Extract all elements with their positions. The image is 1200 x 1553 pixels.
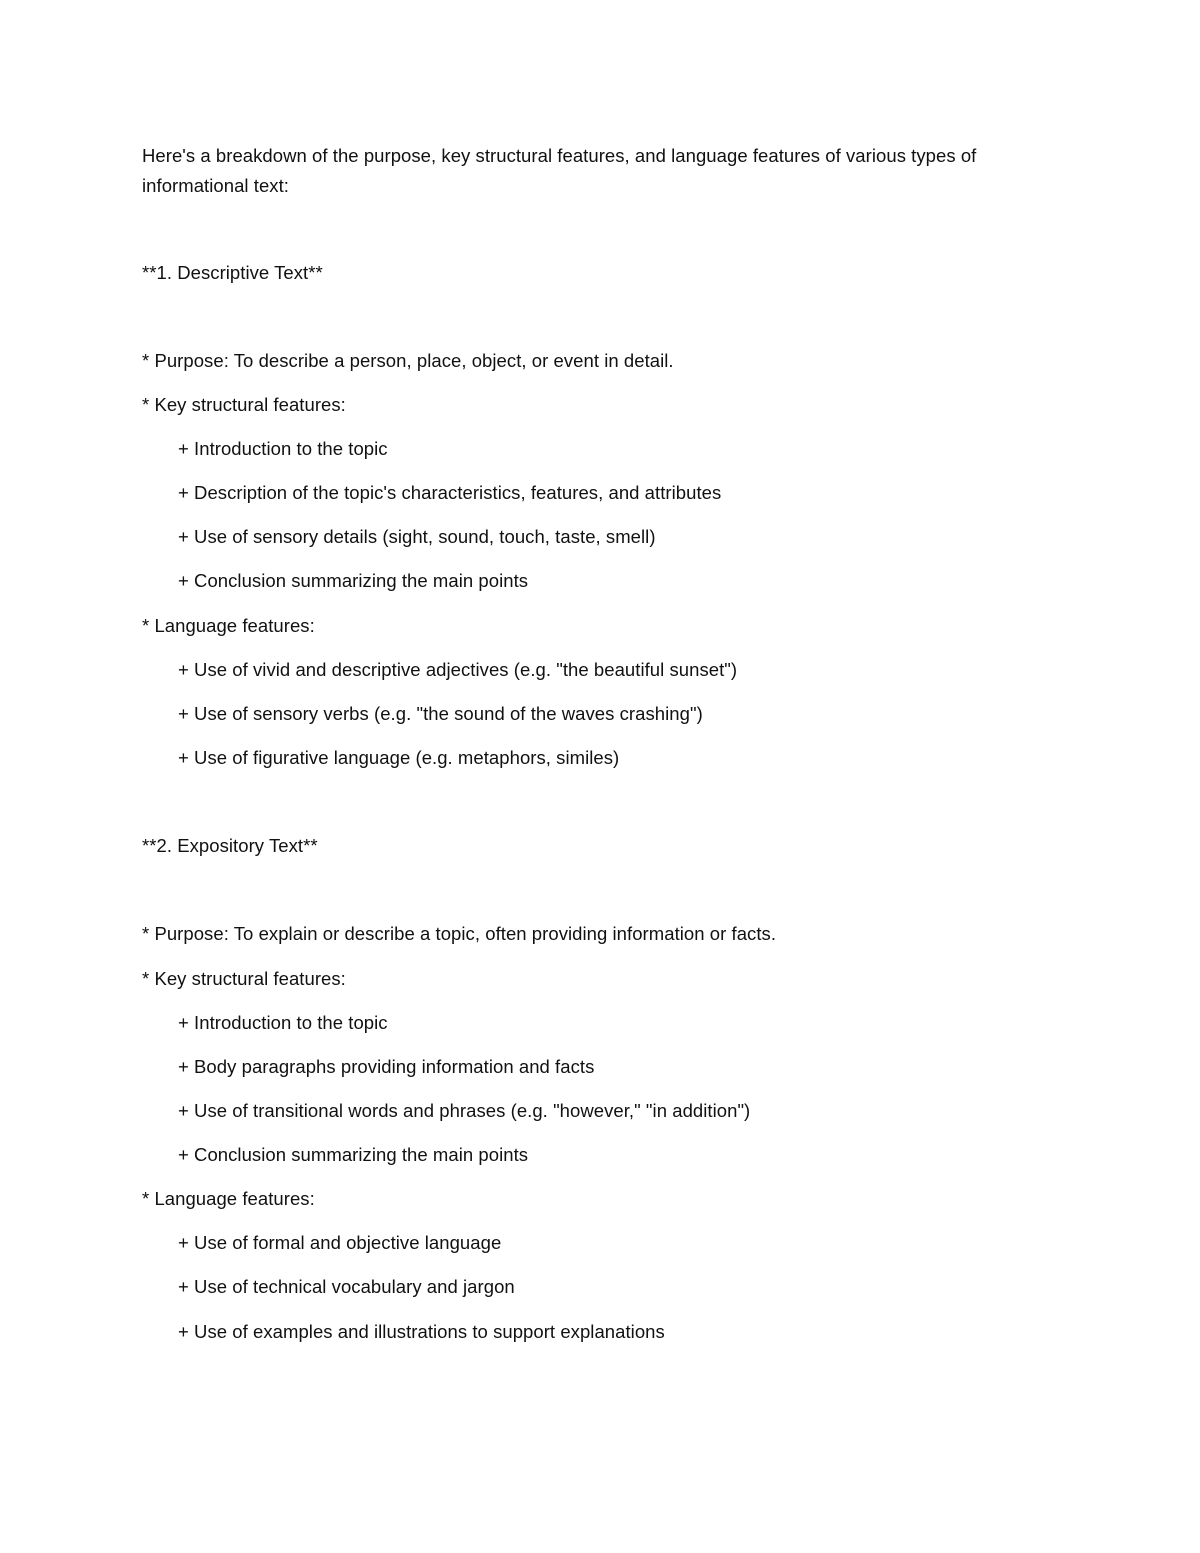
list-item: + Use of formal and objective language — [178, 1232, 502, 1253]
list-item: + Use of sensory details (sight, sound, touch, taste, smell) — [178, 526, 656, 547]
list-item: + Use of figurative language (e.g. metaphors, similes) — [178, 747, 620, 768]
structural-label-expository: * Key structural features: — [142, 968, 346, 989]
section-heading-expository: **2. Expository Text** — [142, 835, 318, 856]
section-purpose-expository: * Purpose: To explain or describe a topic, often providing information or facts. — [142, 923, 777, 944]
list-item: + Conclusion summarizing the main points — [178, 570, 529, 591]
section-heading-descriptive: **1. Descriptive Text** — [142, 262, 323, 283]
list-item: + Description of the topic's characteristics, features, and attributes — [178, 482, 722, 503]
intro-line-2: informational text: — [142, 175, 289, 196]
language-label-expository: * Language features: — [142, 1188, 315, 1209]
list-item: + Conclusion summarizing the main points — [178, 1144, 529, 1165]
list-item: + Introduction to the topic — [178, 1012, 388, 1033]
language-label-descriptive: * Language features: — [142, 615, 315, 636]
intro-line-1: Here's a breakdown of the purpose, key structural features, and language features of various types of — [142, 145, 977, 166]
list-item: + Use of sensory verbs (e.g. "the sound of the waves crashing") — [178, 703, 703, 724]
section-purpose-descriptive: * Purpose: To describe a person, place, object, or event in detail. — [142, 350, 674, 371]
list-item: + Use of examples and illustrations to support explanations — [178, 1321, 665, 1342]
list-item: + Use of vivid and descriptive adjectives (e.g. "the beautiful sunset") — [178, 659, 738, 680]
structural-label-descriptive: * Key structural features: — [142, 394, 346, 415]
list-item: + Use of transitional words and phrases (e.g. "however," "in addition") — [178, 1100, 751, 1121]
list-item: + Introduction to the topic — [178, 438, 388, 459]
list-item: + Use of technical vocabulary and jargon — [178, 1276, 515, 1297]
list-item: + Body paragraphs providing information and facts — [178, 1056, 595, 1077]
